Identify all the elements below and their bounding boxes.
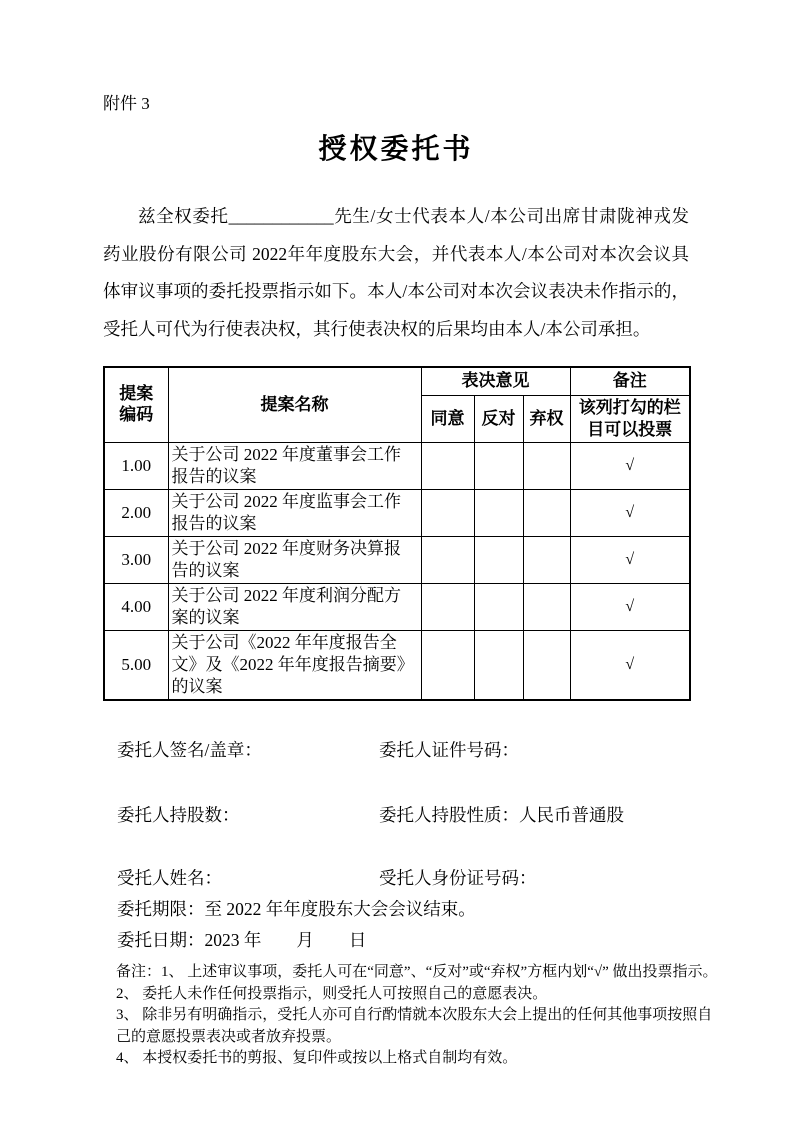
proposal-name: 关于公司 2022 年度董事会工作报告的议案 [168, 443, 421, 490]
signature-row-3 [117, 867, 689, 889]
table-row [104, 537, 690, 584]
trustee-id-label: 受托人身份证号码： [379, 868, 537, 888]
proposal-name: 关于公司《2022 年年度报告全文》及《2022 年年度报告摘要》的议案 [168, 631, 421, 701]
header-agree: 同意 [421, 396, 474, 443]
agree-cell [421, 443, 474, 490]
proposal-code: 1.00 [104, 443, 168, 490]
remark-checkmark: √ [570, 584, 690, 631]
header-remark-note: 该列打勾的栏目可以投票 [570, 396, 690, 443]
header-proposal-code-label: 提案编码 [119, 384, 154, 425]
proxy-term-line: 委托期限：至 2022 年年度股东大会会议结束。 [117, 899, 476, 919]
header-abstain: 弃权 [523, 396, 570, 443]
remark-checkmark: √ [570, 631, 690, 701]
proposal-code: 5.00 [104, 631, 168, 701]
principal-share-type-label: 委托人持股性质：人民币普通股 [379, 805, 624, 825]
signature-row-2 [117, 804, 689, 826]
proxy-date-line: 委托日期：2023 年 月 日 [117, 930, 367, 950]
proposal-code: 2.00 [104, 490, 168, 537]
principal-sign-label: 委托人签名/盖章： [117, 740, 262, 760]
proposal-name: 关于公司 2022 年度财务决算报告的议案 [168, 537, 421, 584]
abstain-cell [523, 631, 570, 701]
header-remark: 备注 [570, 367, 690, 396]
against-cell [474, 631, 523, 701]
proposal-code: 4.00 [104, 584, 168, 631]
intro-paragraph [103, 198, 689, 348]
table-row [104, 584, 690, 631]
note-line: 3、 除非另有明确指示，受托人亦可自行酌情就本次股东大会上提出的任何其他事项按照自 [116, 1007, 713, 1023]
intro-rest: 先生/女士代表本人/本公司出席甘肃陇神戎发药业股份有限公司 2022年年度股东大会，并代表本人/本公司对本次会议具体审议事项的委托投票指示如下。本人/本公司对本次会议表决未作指示的，受托人可代为行使表决权，其行使表决权的后果均由本人/本公司承担。 [103, 206, 690, 339]
against-cell [474, 584, 523, 631]
principal-shares-label: 委托人持股数： [117, 805, 240, 825]
principal-id-label: 委托人证件号码： [379, 740, 519, 760]
table-row [104, 631, 690, 701]
header-proposal-code [104, 367, 168, 443]
against-cell [474, 490, 523, 537]
abstain-cell [523, 490, 570, 537]
remark-checkmark: √ [570, 443, 690, 490]
attachment-label: 附件 3 [103, 94, 150, 113]
table-row [104, 490, 690, 537]
remark-checkmark: √ [570, 537, 690, 584]
agree-cell [421, 537, 474, 584]
agree-cell [421, 631, 474, 701]
against-cell [474, 537, 523, 584]
notes-section [116, 962, 718, 1070]
header-against: 反对 [474, 396, 523, 443]
table-row [104, 443, 690, 490]
note-line: 4、 本授权委托书的剪报、复印件或按以上格式自制均有效。 [116, 1050, 518, 1066]
trustee-name-label: 受托人姓名： [117, 868, 222, 888]
against-cell [474, 443, 523, 490]
abstain-cell [523, 537, 570, 584]
abstain-cell [523, 443, 570, 490]
agree-cell [421, 584, 474, 631]
agree-cell [421, 490, 474, 537]
note-line: 备注：1、 上述审议事项，委托人可在“同意”、“反对”或“弃权”方框内划“√” 做出投票指示。 [116, 964, 718, 980]
table-header-row-1 [104, 367, 690, 396]
header-proposal-name: 提案名称 [168, 367, 421, 443]
abstain-cell [523, 584, 570, 631]
proposal-code: 3.00 [104, 537, 168, 584]
page-title: 授权委托书 [318, 133, 474, 164]
signature-row-1 [117, 739, 689, 761]
proxy-name-blank: ____________ [228, 206, 334, 226]
proposal-name: 关于公司 2022 年度监事会工作报告的议案 [168, 490, 421, 537]
proposal-vote-table [103, 366, 691, 702]
intro-lead: 兹全权委托 [138, 206, 229, 226]
note-line: 2、 委托人未作任何投票指示，则受托人可按照自己的意愿表决。 [116, 985, 548, 1002]
note-line: 己的意愿投票表决或者放弃投票。 [116, 1028, 342, 1045]
proposal-name: 关于公司 2022 年度利润分配方案的议案 [168, 584, 421, 631]
header-vote-opinion: 表决意见 [421, 367, 570, 396]
remark-checkmark: √ [570, 490, 690, 537]
